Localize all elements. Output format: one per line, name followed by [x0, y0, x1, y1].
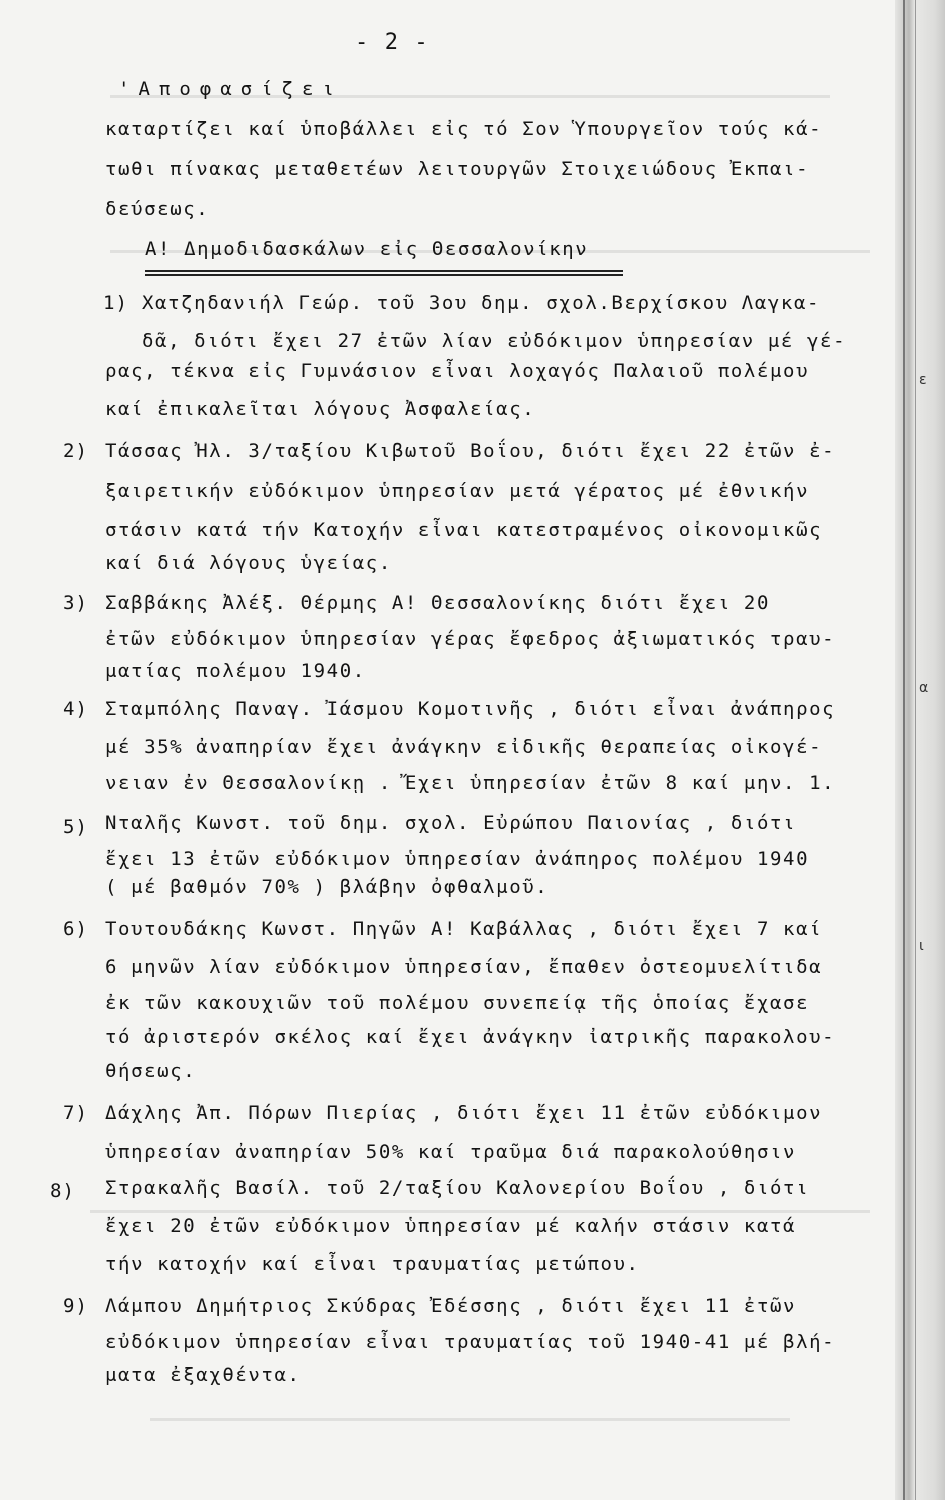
- entry-number: 1): [103, 292, 128, 314]
- entry-number: 9): [63, 1295, 88, 1317]
- entry-number: 3): [63, 592, 88, 614]
- entry-line: Στρακαλῆς Βασίλ. τοῦ 2/ταξίου Καλονερίου Βοΐου , διότι: [105, 1177, 810, 1199]
- entry-line: Χατζηδανιήλ Γεώρ. τοῦ 3ου δημ. σχολ.Βερχίσκου Λαγκα-: [142, 292, 821, 314]
- entry-line: Τουτουδάκης Κωνστ. Πηγῶν Α! Καβάλλας , διότι ἔχει 7 καί: [105, 918, 823, 940]
- section-title: Α! Δημοδιδασκάλων εἰς Θεσσαλονίκην: [145, 238, 589, 260]
- entry-line: ἐτῶν εὐδόκιμον ὑπηρεσίαν γέρας ἔφεδρος ἀξιωματικός τραυ-: [105, 628, 836, 650]
- intro-line: δεύσεως.: [105, 198, 210, 220]
- entry-number: 6): [63, 918, 88, 940]
- entry-line: ἐκ τῶν κακουχιῶν τοῦ πολέμου συνεπείᾳ τῆς ὁποίας ἔχασε: [105, 992, 810, 1014]
- margin-mark: ε: [919, 372, 927, 388]
- entry-line: ματίας πολέμου 1940.: [105, 660, 366, 682]
- entry-line: Δάχλης Ἀπ. Πόρων Πιερίας , διότι ἔχει 11 ἐτῶν εὐδόκιμον: [105, 1102, 823, 1124]
- margin-mark: ι: [919, 938, 924, 954]
- entry-line: 6 μηνῶν λίαν εὐδόκιμον ὑπηρεσίαν, ἔπαθεν ὀστεομυελίτιδα: [105, 956, 823, 978]
- entry-line: ὑπηρεσίαν ἀναπηρίαν 50% καί τραῦμα διά παρακολούθησιν: [105, 1141, 797, 1163]
- entry-line: τό ἀριστερόν σκέλος καί ἔχει ἀνάγκην ἰατρικῆς παρακολου-: [105, 1026, 836, 1048]
- entry-number: 2): [63, 440, 88, 462]
- section-title-underline: [145, 270, 623, 276]
- entry-number: 8): [50, 1180, 75, 1202]
- bleed-through-line: [90, 1210, 870, 1213]
- entry-line: ματα ἐξαχθέντα.: [105, 1364, 301, 1386]
- entry-line: θήσεως.: [105, 1060, 197, 1082]
- margin-mark: α: [919, 680, 929, 696]
- document-heading: 'Αποφασίζει: [118, 78, 343, 100]
- binding-line: [903, 0, 905, 1500]
- binding-line: [915, 0, 916, 1500]
- entry-line: Τάσσας Ἠλ. 3/ταξίου Κιβωτοῦ Βοΐου, διότι ἔχει 22 ἐτῶν ἐ-: [105, 440, 836, 462]
- page-number: - 2 -: [355, 30, 430, 55]
- entry-line: Λάμπου Δημήτριος Σκύδρας Ἐδέσσης , διότι ἔχει 11 ἐτῶν: [105, 1295, 797, 1317]
- entry-line: νειαν ἐν Θεσσαλονίκῃ . Ἔχει ὑπηρεσίαν ἐτῶν 8 καί μην. 1.: [105, 772, 836, 794]
- entry-number: 5): [63, 816, 88, 838]
- binding-edge: [895, 0, 945, 1500]
- entry-line: ἔχει 20 ἐτῶν εὐδόκιμον ὑπηρεσίαν μέ καλήν στάσιν κατά: [105, 1215, 797, 1237]
- entry-line: μέ 35% ἀναπηρίαν ἔχει ἀνάγκην εἰδικῆς θεραπείας οἰκογέ-: [105, 736, 823, 758]
- entry-number: 4): [63, 698, 88, 720]
- entry-number: 7): [63, 1102, 88, 1124]
- entry-line: ξαιρετικήν εὐδόκιμον ὑπηρεσίαν μετά γέρατος μέ ἐθνικήν: [105, 480, 810, 502]
- bleed-through-line: [150, 1418, 790, 1421]
- entry-line: στάσιν κατά τήν Κατοχήν εἶναι κατεστραμένος οἰκονομικῶς: [105, 519, 823, 541]
- entry-line: Σταμπόλης Παναγ. Ἰάσμου Κομοτινῆς , διότι εἶναι ἀνάπηρος: [105, 698, 836, 720]
- entry-line: εὐδόκιμον ὑπηρεσίαν εἶναι τραυματίας τοῦ 1940-41 μέ βλή-: [105, 1331, 836, 1353]
- entry-line: ( μέ βαθμόν 70% ) βλάβην ὀφθαλμοῦ.: [105, 876, 549, 898]
- entry-line: καί ἐπικαλεῖται λόγους Ἀσφαλείας.: [105, 398, 536, 420]
- entry-line: Νταλῆς Κωνστ. τοῦ δημ. σχολ. Εὐρώπου Παιονίας , διότι: [105, 812, 797, 834]
- entry-line: τήν κατοχήν καί εἶναι τραυματίας μετώπου.: [105, 1253, 640, 1275]
- intro-line: καταρτίζει καί ὑποβάλλει εἰς τό Σον Ὑπουργεῖον τούς κά-: [105, 118, 823, 140]
- intro-line: τωθι πίνακας μεταθετέων λειτουργῶν Στοιχειώδους Ἐκπαι-: [105, 158, 810, 180]
- entry-line: ρας, τέκνα εἰς Γυμνάσιον εἶναι λοχαγός Παλαιοῦ πολέμου: [105, 360, 810, 382]
- entry-line: ἔχει 13 ἐτῶν εὐδόκιμον ὑπηρεσίαν ἀνάπηρος πολέμου 1940: [105, 848, 810, 870]
- entry-line: Σαββάκης Ἀλέξ. Θέρμης Α! Θεσσαλονίκης διότι ἔχει 20: [105, 592, 770, 614]
- entry-line: δᾶ, διότι ἔχει 27 ἐτῶν λίαν εὐδόκιμον ὑπηρεσίαν μέ γέ-: [142, 330, 847, 352]
- entry-line: καί διά λόγους ὑγείας.: [105, 552, 392, 574]
